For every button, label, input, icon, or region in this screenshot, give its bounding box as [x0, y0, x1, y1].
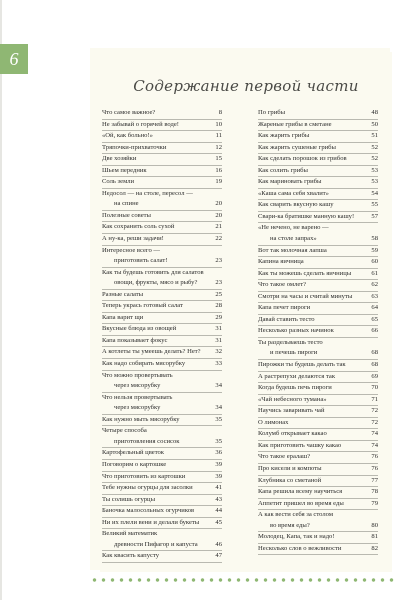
- toc-entry: [102, 324, 222, 336]
- toc-entry-title: [102, 472, 213, 483]
- toc-entry-title: [102, 301, 213, 312]
- toc-entry-page: 31: [215, 325, 222, 333]
- toc-entry-title: [102, 393, 213, 414]
- toc-entry-page: 60: [371, 258, 378, 266]
- toc-entry-page: 22: [215, 235, 222, 243]
- toc-entry-page: 72: [371, 418, 378, 426]
- toc-entry-title: [102, 495, 213, 506]
- toc-entry: [102, 460, 222, 472]
- toc-entry-title-line: Ты раздельваешь тесто: [258, 338, 323, 346]
- toc-entry: [102, 177, 222, 189]
- toc-entry-title-line: О лимонах: [258, 418, 289, 426]
- toc-entry: [258, 532, 378, 544]
- toc-entry-title: [258, 464, 369, 475]
- toc-entry: [102, 154, 222, 166]
- toc-entry-title: [258, 154, 369, 165]
- toc-entry-title-line: Интересное всего —: [102, 246, 160, 254]
- toc-entry-page: 21: [215, 223, 222, 231]
- toc-entry: [102, 234, 222, 246]
- toc-entry-title-line: Как сварить вкусную кашу: [258, 201, 334, 209]
- toc-entry-title-line: Две хозяйки: [102, 155, 137, 163]
- toc-entry-title-line: «Не нечено, не варено —: [258, 224, 329, 232]
- toc-entry-title: [102, 313, 213, 324]
- toc-entry-title-line: Как мариновать грибы: [258, 178, 322, 186]
- toc-entry-page: 11: [215, 132, 222, 140]
- toc-entry-page: 52: [371, 155, 378, 163]
- toc-entry-page: 29: [215, 313, 222, 321]
- toc-entry: [258, 131, 378, 143]
- toc-entry-title: [102, 246, 213, 267]
- toc-entry-title: [258, 189, 369, 200]
- toc-entry-title-line: Великий математик: [102, 530, 158, 538]
- toc-entry-title: [258, 383, 369, 394]
- toc-entry-title-line: через мясорубку: [114, 404, 161, 412]
- toc-entry-title-line: Когда будешь печь пироги: [258, 384, 332, 392]
- toc-entry: [258, 257, 378, 269]
- toc-entry-page: 81: [371, 533, 378, 541]
- toc-entry-title: [258, 487, 369, 498]
- toc-entry-title: [102, 290, 213, 301]
- toc-entry-title-line: Разные салаты: [102, 290, 144, 298]
- toc-entry-page: 28: [215, 302, 222, 310]
- toc-entry-title-line: Недосол — на столе, пересол —: [102, 189, 193, 197]
- toc-entry-title-line: Капа печет пироги: [258, 304, 311, 312]
- toc-entry: [102, 313, 222, 325]
- toc-entry: [102, 120, 222, 132]
- toc-entry-title-line: Картофельный цветок: [102, 449, 164, 457]
- toc-entry-title: [102, 529, 213, 550]
- toc-entry-page: 80: [371, 521, 378, 529]
- toc-entry-page: 48: [371, 109, 378, 116]
- toc-entry-title: [102, 506, 213, 517]
- toc-entry-title: [258, 177, 369, 188]
- toc-entry-page: 62: [371, 281, 378, 289]
- toc-entry-title-line: Поговорим о картошке: [102, 460, 167, 468]
- toc-entry-title-line: Что можно провертывать: [102, 371, 173, 379]
- toc-entry-title-line: Колумб открывает какао: [258, 430, 327, 438]
- toc-entry-title: [258, 532, 369, 543]
- toc-entry: [258, 154, 378, 166]
- toc-entry-page: 77: [371, 476, 378, 484]
- toc-entry-title-line: «Каша сама себя хвалит»: [258, 189, 329, 197]
- toc-entry-title: [258, 418, 369, 429]
- toc-entry-title-line: на столе запрах»: [270, 235, 317, 243]
- toc-entry-title-line: А растрепухи делаются так: [258, 372, 336, 380]
- toc-entry-title-line: через мясорубку: [114, 382, 161, 390]
- toc-entry-page: 54: [371, 189, 378, 197]
- toc-entry: [258, 292, 378, 304]
- toc-entry-title-line: Как квасить капусту: [102, 552, 160, 560]
- toc-entry-title: [258, 372, 369, 383]
- toc-entry: [258, 372, 378, 384]
- toc-entry-title-line: Что нельзя провертывать: [102, 393, 173, 401]
- toc-entry-title-line: «Чай небесного тумана»: [258, 395, 327, 403]
- toc-entry-title: [258, 406, 369, 417]
- toc-entry-title: [258, 429, 369, 440]
- toc-entry-title-line: Что такое омлет?: [258, 281, 307, 289]
- toc-entry: [102, 189, 222, 211]
- toc-entry-title: [258, 544, 369, 555]
- toc-entry-title: [258, 292, 369, 303]
- toc-entry: [258, 360, 378, 372]
- toc-entry-title-line: во время еды?: [270, 521, 310, 529]
- toc-entry: [102, 268, 222, 290]
- toc-entry: [102, 246, 222, 268]
- toc-entry-page: 8: [218, 109, 222, 116]
- toc-entry-title: [258, 108, 369, 119]
- contents-title: Содержание первой части: [133, 77, 359, 95]
- toc-entry-title: [102, 518, 213, 529]
- toc-entry-title: [102, 166, 213, 177]
- toc-entry-title-line: овощи, фрукты, мясо и рыбу?: [114, 279, 198, 287]
- toc-entry: [102, 393, 222, 415]
- toc-entry-page: 16: [215, 166, 222, 174]
- toc-entry-title: [102, 234, 213, 245]
- toc-entry-page: 32: [215, 348, 222, 356]
- toc-entry-title: [258, 120, 369, 131]
- toc-entry: [258, 189, 378, 201]
- toc-entry-page: 69: [371, 372, 378, 380]
- toc-entry-page: 15: [215, 155, 222, 163]
- toc-entry-title: [258, 166, 369, 177]
- toc-entry-title-line: Как приготовить чашку какао: [258, 441, 342, 449]
- toc-entry: [102, 483, 222, 495]
- toc-entry-title-line: и печешь пироги: [270, 349, 318, 357]
- toc-entry: [102, 495, 222, 507]
- toc-entry-page: 20: [215, 211, 222, 219]
- page-number: 6: [0, 44, 28, 74]
- toc-entry-page: 43: [215, 495, 222, 503]
- toc-entry: [258, 452, 378, 464]
- toc-entry: [102, 143, 222, 155]
- contents-column-right: [258, 108, 378, 555]
- toc-entry-title: [102, 131, 213, 142]
- toc-entry-page: 53: [371, 178, 378, 186]
- toc-entry-title: [102, 324, 213, 335]
- toc-entry-page: 23: [215, 257, 222, 265]
- toc-entry: [258, 280, 378, 292]
- toc-entry-page: 34: [215, 404, 222, 412]
- toc-entry-title-line: Капа варит щи: [102, 313, 144, 321]
- toc-entry-title-line: Как жарить грибы: [258, 132, 310, 140]
- toc-entry: [258, 406, 378, 418]
- toc-entry-title-line: Теперь укрась готовый салат: [102, 302, 183, 310]
- toc-entry-page: 33: [215, 360, 222, 368]
- toc-entry: [258, 212, 378, 224]
- toc-entry-title: [258, 315, 369, 326]
- toc-entry-page: 35: [215, 415, 222, 423]
- toc-entry-title-line: Клубника со сметаной: [258, 476, 322, 484]
- toc-entry-title: [102, 448, 213, 459]
- toc-entry-page: 36: [215, 449, 222, 457]
- toc-entry: [258, 395, 378, 407]
- toc-entry-title: [258, 212, 369, 223]
- toc-entry: [102, 166, 222, 178]
- toc-entry-title-line: По грибы: [258, 109, 286, 116]
- toc-entry-page: 12: [215, 143, 222, 151]
- toc-entry-page: 64: [371, 304, 378, 312]
- toc-entry-title-line: А котлеты ты умеешь делать? Нет?: [102, 348, 201, 356]
- toc-entry-title-line: приготовления сосисок: [114, 437, 180, 445]
- toc-entry-title-line: Ни их плели вени и делали букеты: [102, 518, 200, 526]
- toc-entry: [102, 518, 222, 530]
- toc-entry-title: [102, 347, 213, 358]
- toc-entry-title: [102, 426, 213, 447]
- toc-entry: [258, 200, 378, 212]
- toc-entry-title: [102, 371, 213, 392]
- toc-entry-title: [258, 257, 369, 268]
- toc-entry-page: 61: [371, 269, 378, 277]
- toc-entry-title: [102, 415, 213, 426]
- toc-entry-page: 68: [371, 349, 378, 357]
- toc-entry-title: [258, 246, 369, 257]
- toc-entry-page: 46: [215, 540, 222, 548]
- toc-entry-title-line: Капа решила всему научиться: [258, 488, 343, 496]
- toc-entry-page: 82: [371, 544, 378, 552]
- toc-entry: [258, 510, 378, 532]
- toc-entry: [258, 120, 378, 132]
- toc-entry: [258, 476, 378, 488]
- toc-entry-title-line: Аппетит пришел во время еды: [258, 499, 344, 507]
- toc-entry: [258, 108, 378, 120]
- toc-entry-title-line: Вкусные блюда из овощей: [102, 325, 177, 333]
- toc-entry-title-line: Что такое ералаш?: [258, 453, 311, 461]
- toc-entry-title-line: Пирожки ты будешь делать так: [258, 361, 346, 369]
- toc-entry: [258, 166, 378, 178]
- toc-entry: [258, 269, 378, 281]
- toc-entry: [102, 131, 222, 143]
- toc-entry: [102, 426, 222, 448]
- toc-entry-page: 79: [371, 499, 378, 507]
- toc-entry-page: 44: [215, 507, 222, 515]
- toc-entry: [102, 529, 222, 551]
- toc-entry-title: [102, 120, 213, 131]
- toc-entry-title: [258, 326, 369, 337]
- toc-entry: [258, 143, 378, 155]
- toc-entry-page: 74: [371, 441, 378, 449]
- toc-entry-title: [258, 452, 369, 463]
- toc-entry-page: 68: [371, 361, 378, 369]
- toc-entry-title-line: Свари-ка братишке манную кашу!: [258, 212, 355, 220]
- toc-entry-title: [258, 510, 369, 531]
- toc-entry-title: [258, 338, 369, 359]
- toc-entry-title-line: Как жарить сушеные грибы: [258, 143, 336, 151]
- toc-entry-title-line: Несколько слов о вежливости: [258, 544, 342, 552]
- toc-entry-title: [258, 395, 369, 406]
- toc-entry: [102, 211, 222, 223]
- toc-entry-title-line: Несколько разных начинок: [258, 327, 334, 335]
- toc-entry-title: [102, 189, 213, 210]
- toc-entry-title: [258, 200, 369, 211]
- toc-entry-page: 45: [215, 518, 222, 526]
- toc-entry-title: [102, 268, 213, 289]
- toc-entry: [102, 415, 222, 427]
- toc-entry-page: 19: [215, 178, 222, 186]
- toc-entry-page: 34: [215, 382, 222, 390]
- toc-entry-title: [102, 143, 213, 154]
- toc-entry-title: [102, 211, 213, 222]
- toc-entry-page: 41: [215, 484, 222, 492]
- toc-entry-title-line: Что приготовить из картошки: [102, 472, 186, 480]
- toc-entry-title-line: Смотри на часы и считай минуты: [258, 292, 353, 300]
- toc-entry-title-line: Капина яичница: [258, 258, 304, 266]
- toc-entry-page: 72: [371, 407, 378, 415]
- toc-entry-title: [102, 483, 213, 494]
- toc-entry-page: 57: [371, 212, 378, 220]
- toc-entry-title-line: приготовить салат!: [114, 257, 168, 265]
- toc-entry-title-line: Баночка малосольных огурчиков: [102, 507, 195, 515]
- toc-entry-title: [102, 359, 213, 370]
- toc-entry: [258, 464, 378, 476]
- toc-entry: [102, 448, 222, 460]
- toc-entry-page: 10: [215, 120, 222, 128]
- toc-entry: [102, 347, 222, 359]
- toc-entry-page: 53: [371, 166, 378, 174]
- toc-entry: [102, 108, 222, 120]
- toc-entry: [102, 506, 222, 518]
- toc-entry-title-line: Давай ставить тесто: [258, 315, 315, 323]
- toc-entry-title-line: «Ой, как больно!»: [102, 132, 153, 140]
- page-edge: [0, 0, 2, 600]
- toc-entry-page: 25: [215, 290, 222, 298]
- toc-entry: [102, 551, 222, 563]
- toc-entry: [102, 371, 222, 393]
- toc-entry-title-line: Как ты будешь готовить для салатов: [102, 268, 204, 276]
- toc-entry-title-line: Жареные грибы в сметане: [258, 120, 332, 128]
- toc-entry-title: [102, 336, 213, 347]
- toc-entry: [102, 301, 222, 313]
- dotted-border-decoration: [90, 576, 396, 584]
- toc-entry-title-line: Научись заваривать чай: [258, 407, 325, 415]
- toc-entry-title: [258, 269, 369, 280]
- toc-entry-page: 39: [215, 472, 222, 480]
- toc-entry-title-line: Как сделать порошок из грибов: [258, 155, 347, 163]
- toc-entry-title: [258, 441, 369, 452]
- toc-entry-title-line: Как ты можешь сделать яичницы: [258, 269, 352, 277]
- toc-entry-page: 76: [371, 464, 378, 472]
- toc-entry-title: [258, 303, 369, 314]
- toc-entry: [258, 246, 378, 258]
- toc-entry-title-line: Шьем передник: [102, 166, 147, 174]
- toc-entry-page: 51: [371, 132, 378, 140]
- toc-entry-title-line: Про кисели и компоты: [258, 464, 322, 472]
- toc-entry-title: [102, 177, 213, 188]
- toc-entry-title: [102, 460, 213, 471]
- toc-entry-title-line: Как нужно мыть мясорубку: [102, 415, 180, 423]
- toc-entry-title-line: А как вести себя за столом: [258, 511, 333, 519]
- toc-entry: [258, 303, 378, 315]
- toc-entry: [258, 326, 378, 338]
- toc-entry-title: [102, 551, 213, 562]
- toc-entry-title-line: Соль земли: [102, 178, 135, 186]
- toc-entry: [258, 338, 378, 360]
- toc-entry: [102, 290, 222, 302]
- toc-entry: [258, 441, 378, 453]
- toc-entry-title-line: на спине: [114, 200, 139, 208]
- toc-entry-page: 35: [215, 437, 222, 445]
- toc-entry-page: 65: [371, 315, 378, 323]
- toc-entry-title-line: Тряпочки-прихваточки: [102, 143, 167, 151]
- toc-entry-page: 66: [371, 327, 378, 335]
- toc-entry: [102, 222, 222, 234]
- toc-entry-title: [102, 154, 213, 165]
- toc-entry-title-line: Тебе нужны огурцы для засолки: [102, 484, 193, 492]
- toc-entry-title: [258, 360, 369, 371]
- toc-entry: [258, 223, 378, 245]
- toc-entry-title-line: Что самое важное?: [102, 109, 156, 116]
- toc-entry-page: 52: [371, 143, 378, 151]
- toc-entry: [102, 472, 222, 484]
- toc-entry-title: [102, 222, 213, 233]
- toc-entry-title-line: Не забывай о горячей воде!: [102, 120, 179, 128]
- toc-entry-title-line: Как сохранить соль сухой: [102, 223, 175, 231]
- toc-entry-title: [258, 131, 369, 142]
- toc-entry: [258, 177, 378, 189]
- toc-entry-page: 55: [371, 201, 378, 209]
- toc-entry: [102, 359, 222, 371]
- toc-entry-title-line: Капа показывает фокус: [102, 336, 168, 344]
- toc-entry: [258, 315, 378, 327]
- toc-entry-title: [258, 476, 369, 487]
- toc-entry-page: 23: [215, 279, 222, 287]
- contents-column-left: [102, 108, 222, 563]
- toc-entry-title: [258, 280, 369, 291]
- toc-entry: [258, 487, 378, 499]
- toc-entry: [258, 499, 378, 511]
- toc-entry-page: 50: [371, 120, 378, 128]
- toc-entry: [258, 429, 378, 441]
- toc-entry-title-line: Молодец, Капа, так и надо!: [258, 533, 335, 541]
- toc-entry-title-line: Вот так молочная лапша: [258, 246, 327, 254]
- toc-entry-title: [258, 223, 369, 244]
- toc-entry-title: [258, 143, 369, 154]
- toc-entry-title-line: Как солить грибы: [258, 166, 308, 174]
- toc-entry-page: 74: [371, 430, 378, 438]
- toc-entry-page: 20: [215, 200, 222, 208]
- toc-entry-page: 47: [215, 552, 222, 560]
- toc-entry-page: 39: [215, 460, 222, 468]
- contents-panel: [100, 52, 392, 572]
- toc-entry: [102, 336, 222, 348]
- toc-entry-page: 70: [371, 384, 378, 392]
- toc-entry-title: [258, 499, 369, 510]
- toc-entry-title-line: Полезные советы: [102, 211, 151, 219]
- toc-entry-page: 31: [215, 336, 222, 344]
- toc-entry-title: [102, 108, 213, 119]
- toc-entry-page: 63: [371, 292, 378, 300]
- toc-entry-page: 58: [371, 235, 378, 243]
- toc-entry: [258, 418, 378, 430]
- toc-entry: [258, 544, 378, 556]
- toc-entry-page: 78: [371, 488, 378, 496]
- toc-entry-title-line: Ты солишь огурцы: [102, 495, 156, 503]
- toc-entry-page: 59: [371, 246, 378, 254]
- toc-entry-title-line: Как надо собирать мясорубку: [102, 360, 186, 368]
- toc-entry-page: 71: [371, 395, 378, 403]
- toc-entry-title-line: А ну-ка, реши задачи!: [102, 235, 164, 243]
- toc-entry-page: 76: [371, 453, 378, 461]
- toc-entry-title-line: древности Пифагор и капуста: [114, 540, 198, 548]
- toc-entry: [258, 383, 378, 395]
- toc-entry-title-line: Четыре способа: [102, 427, 147, 435]
